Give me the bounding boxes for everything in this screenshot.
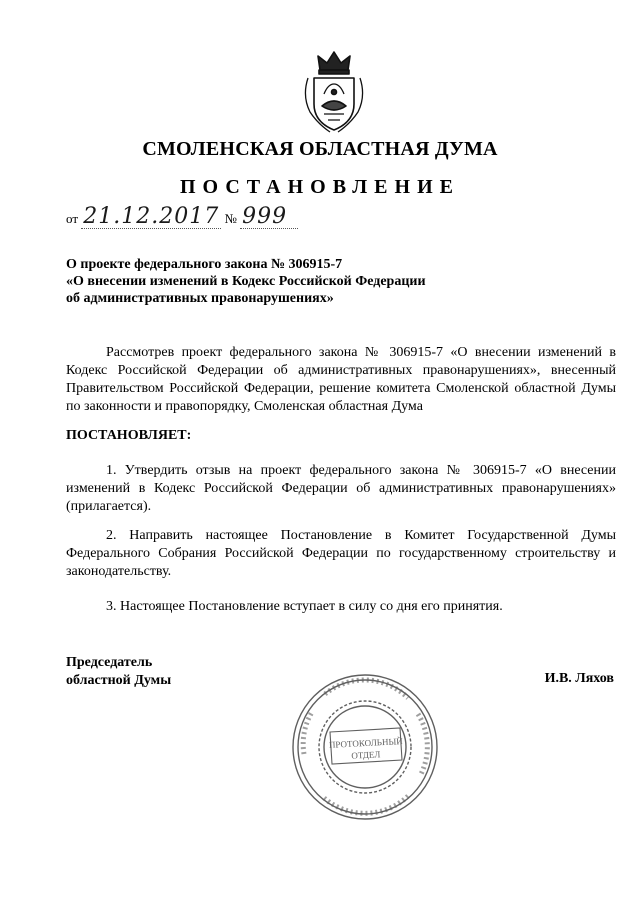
subject-line: О проекте федерального закона № 306915-7 (66, 257, 343, 272)
seal-center-line: ОТДЕЛ (351, 749, 381, 761)
registration-line (66, 206, 298, 229)
document-type-title: ПОСТАНОВЛЕНИЕ (180, 176, 460, 198)
subject-line: об административных правонарушениях» (66, 291, 334, 306)
position-line: областной Думы (66, 673, 172, 688)
smolensk-coat-of-arms-icon (300, 48, 368, 136)
position-line: Председатель (66, 655, 153, 670)
resolve-heading: ПОСТАНОВЛЯЕТ: (66, 428, 192, 443)
signatory-position (66, 654, 171, 690)
handwritten-number: 999 (240, 206, 298, 229)
date-prefix: от (66, 211, 79, 226)
signatory-name: И.В. Ляхов (544, 671, 614, 686)
number-prefix: № (224, 211, 237, 226)
official-round-seal-icon (290, 672, 440, 822)
seal-center-line: ПРОТОКОЛЬНЫЙ (328, 736, 404, 750)
preamble-paragraph: Рассмотрев проект федерального закона № 306915-7 «О внесении изменений в Кодекс Российской Федерации об административных правонарушениях», внесенный Правительством Российской Федерации, решение комитета Смоленской областной Думы по законности и правопорядку, Смоленская областная Дума (66, 345, 616, 414)
resolution-item: 3. Настоящее Постановление вступает в силу со дня его принятия. (106, 599, 503, 614)
subject-line: «О внесении изменений в Кодекс Российской Федерации (66, 274, 426, 289)
resolution-item: 1. Утвердить отзыв на проект федерального закона № 306915-7 «О внесении изменений в Кодекс Российской Федерации об административных правонарушениях» (прилагается). (66, 463, 616, 514)
handwritten-date: 21.12.2017 (83, 204, 220, 229)
resolution-item: 2. Направить настоящее Постановление в Комитет Государственной Думы Федерального Собрания Российской Федерации по государственному строительству и законодательству. (66, 528, 616, 579)
organization-title: СМОЛЕНСКАЯ ОБЛАСТНАЯ ДУМА (142, 138, 498, 160)
document-subject (66, 256, 526, 307)
